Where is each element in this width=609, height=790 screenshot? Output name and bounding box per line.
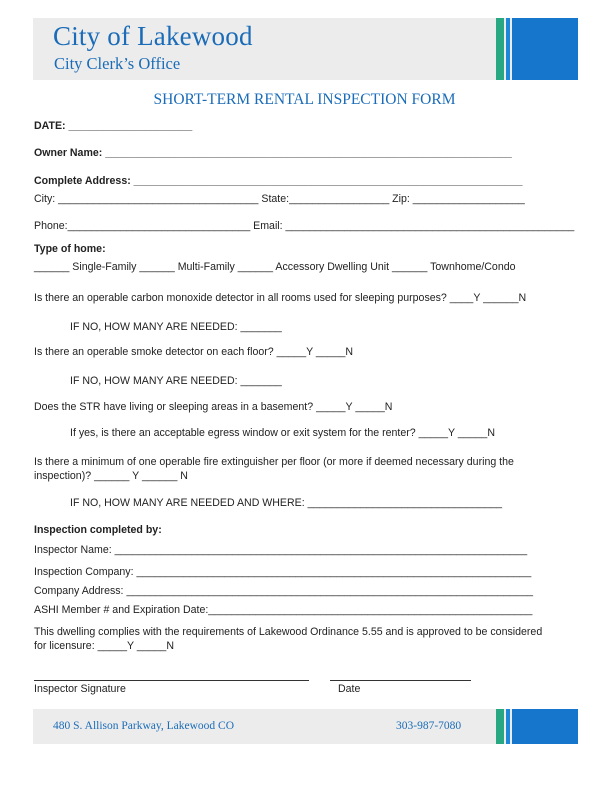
inspector-name-field[interactable]: Inspector Name: ______________________________________________________________________ xyxy=(34,544,528,556)
compliance-statement-line2[interactable]: for licensure: _____Y _____N xyxy=(34,640,174,652)
city-state-zip-field[interactable]: City: __________________________________ State:_________________ Zip: ___________________ xyxy=(34,193,525,205)
co-detector-question[interactable]: Is there an operable carbon monoxide detector in all rooms used for sleeping purposes? ____Y ______N xyxy=(34,292,527,304)
type-of-home-options[interactable]: ______ Single-Family ______ Multi-Family ______ Accessory Dwelling Unit ______ Townhome/Condo xyxy=(34,261,516,273)
thin-blue-stripe xyxy=(506,18,510,80)
footer-stripes xyxy=(496,709,578,744)
footer-thin-blue-stripe xyxy=(506,709,510,744)
inspection-completed-label: Inspection completed by: xyxy=(34,524,162,536)
signature-line[interactable] xyxy=(34,680,309,681)
egress-question[interactable]: If yes, is there an acceptable egress window or exit system for the renter? _____Y _____N xyxy=(70,427,495,439)
footer-address: 480 S. Allison Parkway, Lakewood CO xyxy=(53,720,235,732)
company-address-field[interactable]: Company Address: _____________________________________________________________________ xyxy=(34,585,533,597)
owner-name-field[interactable]: Owner Name: _____________________________________________________________________ xyxy=(34,147,512,159)
smoke-detector-count[interactable]: IF NO, HOW MANY ARE NEEDED: _______ xyxy=(70,375,282,387)
blue-block xyxy=(512,18,578,80)
signature-date-label: Date xyxy=(338,683,361,695)
compliance-statement-line1: This dwelling complies with the requirements of Lakewood Ordinance 5.55 and is approved to be considered xyxy=(34,626,543,638)
letterhead xyxy=(33,18,578,80)
basement-question[interactable]: Does the STR have living or sleeping areas in a basement? _____Y _____N xyxy=(34,401,393,413)
form-title: SHORT-TERM RENTAL INSPECTION FORM xyxy=(153,91,456,108)
smoke-detector-question[interactable]: Is there an operable smoke detector on each floor? _____Y _____N xyxy=(34,346,354,358)
footer-phone: 303-987-7080 xyxy=(396,720,462,732)
date-line[interactable] xyxy=(330,680,471,681)
green-stripe xyxy=(496,18,504,80)
extinguisher-question-line2[interactable]: inspection)? ______ Y ______ N xyxy=(34,470,188,482)
phone-email-field[interactable]: Phone:_______________________________ Email: _________________________________________________ xyxy=(34,220,575,232)
office-subtitle: City Clerk’s Office xyxy=(54,54,181,73)
co-detector-count[interactable]: IF NO, HOW MANY ARE NEEDED: _______ xyxy=(70,321,282,333)
complete-address-field[interactable]: Complete Address: __________________________________________________________________ xyxy=(34,175,523,187)
ashi-member-field[interactable]: ASHI Member # and Expiration Date:_______________________________________________________ xyxy=(34,604,533,616)
inspection-company-field[interactable]: Inspection Company: ___________________________________________________________________ xyxy=(34,566,532,578)
type-of-home-label: Type of home: xyxy=(34,243,106,255)
date-field[interactable]: DATE: _____________________ xyxy=(34,120,193,132)
city-title: City of Lakewood xyxy=(53,21,253,51)
footer-band xyxy=(33,709,578,744)
footer-green-stripe xyxy=(496,709,504,744)
header-stripes xyxy=(496,18,578,80)
extinguisher-question-line1: Is there a minimum of one operable fire extinguisher per floor (or more if deemed necessary during the xyxy=(34,456,514,468)
footer-blue-block xyxy=(512,709,578,744)
extinguisher-count[interactable]: IF NO, HOW MANY ARE NEEDED AND WHERE: _________________________________ xyxy=(70,497,503,509)
inspector-signature-label: Inspector Signature xyxy=(34,683,126,695)
